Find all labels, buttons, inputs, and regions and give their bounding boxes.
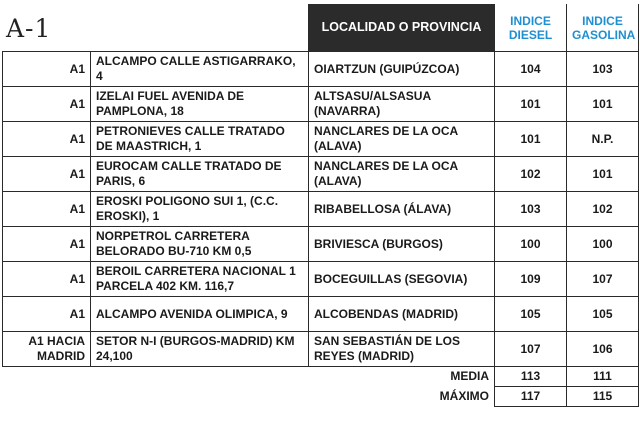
road-cell: A1 bbox=[3, 192, 91, 227]
summary-gasoline: 111 bbox=[567, 367, 639, 387]
header-diesel bbox=[495, 4, 567, 52]
station-cell: PETRONIEVES CALLE TRATADO DE MAASTRICH, 1 bbox=[91, 122, 309, 157]
gasoline-cell: 107 bbox=[567, 262, 639, 297]
diesel-cell: 102 bbox=[495, 157, 567, 192]
location-cell: NANCLARES DE LA OCA (ALAVA) bbox=[309, 122, 495, 157]
road-cell: A1 bbox=[3, 87, 91, 122]
diesel-cell: 101 bbox=[495, 87, 567, 122]
table-row bbox=[3, 192, 639, 227]
location-cell: ALCOBENDAS (MADRID) bbox=[309, 297, 495, 332]
table-row bbox=[3, 87, 639, 122]
header-diesel-line2: DIESEL bbox=[508, 27, 553, 42]
gasoline-cell: 102 bbox=[567, 192, 639, 227]
table-row bbox=[3, 157, 639, 192]
gasoline-cell: 100 bbox=[567, 227, 639, 262]
location-cell: SAN SEBASTIÁN DE LOS REYES (MADRID) bbox=[309, 332, 495, 367]
table-row bbox=[3, 262, 639, 297]
summary-diesel: 117 bbox=[495, 387, 567, 407]
header-gasoline-line2: GASOLINA bbox=[572, 27, 636, 42]
header-diesel-line1: INDICE bbox=[510, 13, 551, 28]
road-title: A-1 bbox=[6, 14, 52, 43]
gasoline-cell: 101 bbox=[567, 157, 639, 192]
station-cell: EUROCAM CALLE TRATADO DE PARIS, 6 bbox=[91, 157, 309, 192]
diesel-cell: 109 bbox=[495, 262, 567, 297]
road-cell: A1 HACIA MADRID bbox=[3, 332, 91, 367]
summary-spacer bbox=[3, 367, 309, 387]
diesel-cell: 101 bbox=[495, 122, 567, 157]
location-cell: BOCEGUILLAS (SEGOVIA) bbox=[309, 262, 495, 297]
header-gasoline bbox=[567, 4, 639, 52]
diesel-cell: 100 bbox=[495, 227, 567, 262]
diesel-cell: 104 bbox=[495, 52, 567, 87]
table-row bbox=[3, 122, 639, 157]
location-cell: OIARTZUN (GUIPÚZCOA) bbox=[309, 52, 495, 87]
road-cell: A1 bbox=[3, 227, 91, 262]
gasoline-cell: 105 bbox=[567, 297, 639, 332]
summary-spacer bbox=[3, 387, 309, 407]
header-gasoline-line1: INDICE bbox=[582, 13, 623, 28]
station-cell: ALCAMPO CALLE ASTIGARRAKO, 4 bbox=[91, 52, 309, 87]
road-cell: A1 bbox=[3, 157, 91, 192]
gasoline-cell: N.P. bbox=[567, 122, 639, 157]
station-cell: SETOR N-I (BURGOS-MADRID) KM 24,100 bbox=[91, 332, 309, 367]
gasoline-cell: 101 bbox=[567, 87, 639, 122]
summary-label: MEDIA bbox=[450, 369, 489, 384]
road-cell: A1 bbox=[3, 122, 91, 157]
road-cell: A1 bbox=[3, 52, 91, 87]
header-row bbox=[3, 4, 639, 52]
summary-gasoline: 115 bbox=[567, 387, 639, 407]
station-cell: EROSKI POLIGONO SUI 1, (C.C. EROSKI), 1 bbox=[91, 192, 309, 227]
summary-label: MÁXIMO bbox=[439, 389, 489, 403]
station-cell: BEROIL CARRETERA NACIONAL 1 PARCELA 402 KM. 116,7 bbox=[91, 262, 309, 297]
gasoline-cell: 103 bbox=[567, 52, 639, 87]
table-row bbox=[3, 297, 639, 332]
station-cell: IZELAI FUEL AVENIDA DE PAMPLONA, 18 bbox=[91, 87, 309, 122]
summary-row-maximo bbox=[3, 387, 639, 407]
location-cell: ALTSASU/ALSASUA (NAVARRA) bbox=[309, 87, 495, 122]
fuel-price-table bbox=[2, 4, 639, 407]
location-cell: BRIVIESCA (BURGOS) bbox=[309, 227, 495, 262]
gasoline-cell: 106 bbox=[567, 332, 639, 367]
summary-diesel: 113 bbox=[495, 367, 567, 387]
table-row bbox=[3, 332, 639, 367]
diesel-cell: 105 bbox=[495, 297, 567, 332]
station-cell: ALCAMPO AVENIDA OLIMPICA, 9 bbox=[91, 297, 309, 332]
location-cell: RIBABELLOSA (ÁLAVA) bbox=[309, 192, 495, 227]
location-cell: NANCLARES DE LA OCA (ALAVA) bbox=[309, 157, 495, 192]
summary-row-media bbox=[3, 367, 639, 387]
table-row bbox=[3, 227, 639, 262]
road-cell: A1 bbox=[3, 297, 91, 332]
road-cell: A1 bbox=[3, 262, 91, 297]
diesel-cell: 103 bbox=[495, 192, 567, 227]
table-row bbox=[3, 52, 639, 87]
diesel-cell: 107 bbox=[495, 332, 567, 367]
header-location: LOCALIDAD O PROVINCIA bbox=[309, 4, 495, 52]
station-cell: NORPETROL CARRETERA BELORADO BU-710 KM 0,5 bbox=[91, 227, 309, 262]
